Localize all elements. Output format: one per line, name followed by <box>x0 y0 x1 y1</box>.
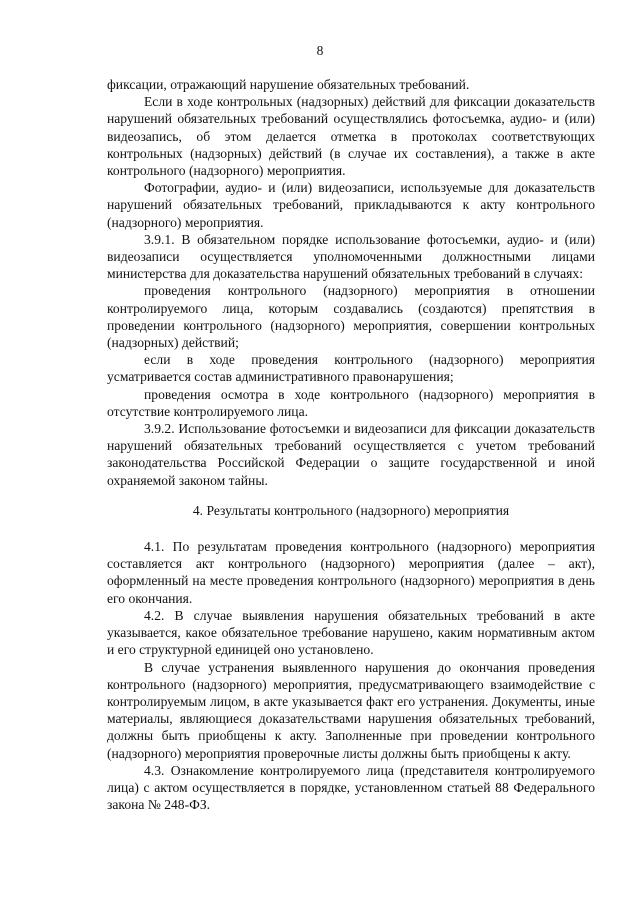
page-number: 8 <box>316 43 324 58</box>
paragraph-case-inspection: проведения осмотра в ходе контрольного (надзорного) мероприятия в отсутствие контролируемого лица. <box>107 386 595 419</box>
paragraph-3-9-2: 3.9.2. Использование фотосъемки и видеозаписи для фиксации доказательств нарушений обязательных требований осуществляется с учетом требований законодательства Российской Федерации о защите государственной и иной охраняемой законом тайны. <box>107 421 595 488</box>
paragraph-continuation: фиксации, отражающий нарушение обязательных требований. <box>107 77 470 92</box>
paragraph-case-offense: если в ходе проведения контрольного (надзорного) мероприятия усматривается состав административного правонарушения; <box>107 352 595 385</box>
paragraph-3-9-1: 3.9.1. В обязательном порядке использование фотосъемки, аудио- и (или) видеозаписи осуществляется уполномоченными должностными лицами министерства для доказательства нарушений обязательных требований в случаях: <box>107 231 595 282</box>
paragraph-photo-recording-note: Если в ходе контрольных (надзорных) действий для фиксации доказательств нарушений обязательных требований осуществлялись фотосъемка, аудио- и (или) видеозапись, об этом делается отметка в протоколах соответствующих контрольных (надзорных) действий (в случае их составления), а также в акте контрольного (надзорного) мероприятия. <box>107 94 595 179</box>
document-body <box>107 76 595 813</box>
section-heading: 4. Результаты контрольного (надзорного) мероприятия <box>192 502 510 518</box>
paragraph-4-3: 4.3. Ознакомление контролируемого лица (представителя контролируемого лица) с актом осуществляется в порядке, установленном статьей 88 Федерального закона № 248-ФЗ. <box>107 762 595 813</box>
paragraph-violation-elimination: В случае устранения выявленного нарушения до окончания проведения контрольного (надзорного) мероприятия, предусматривающего взаимодействие с контролируемым лицом, в акте указывается факт его устранения. Документы, иные материалы, являющиеся доказательствами нарушения обязательных требований, должны быть приобщены к акту. Заполненные при проведении контрольного (надзорного) мероприятия проверочные листы должны быть приобщены к акту. <box>107 659 595 761</box>
paragraph-4-1: 4.1. По результатам проведения контрольного (надзорного) мероприятия составляется акт контрольного (надзорного) мероприятия (далее – акт), оформленный на месте проведения контрольного (надзорного) мероприятия в день его окончания. <box>107 539 595 606</box>
paragraph-case-obstruction: проведения контрольного (надзорного) мероприятия в отношении контролируемого лица, которым создавались (создаются) препятствия в проведении контрольного (надзорного) мероприятия, совершении контрольных (надзорных) действий; <box>107 283 595 351</box>
paragraph-photos-attached: Фотографии, аудио- и (или) видеозаписи, используемые для доказательств нарушений обязательных требований, прикладываются к акту контрольного (надзорного) мероприятия. <box>107 180 595 230</box>
paragraph-4-2: 4.2. В случае выявления нарушения обязательных требований в акте указывается, какое обязательное требование нарушено, каким нормативным актом и его структурной единицей оно установлено. <box>107 607 595 658</box>
